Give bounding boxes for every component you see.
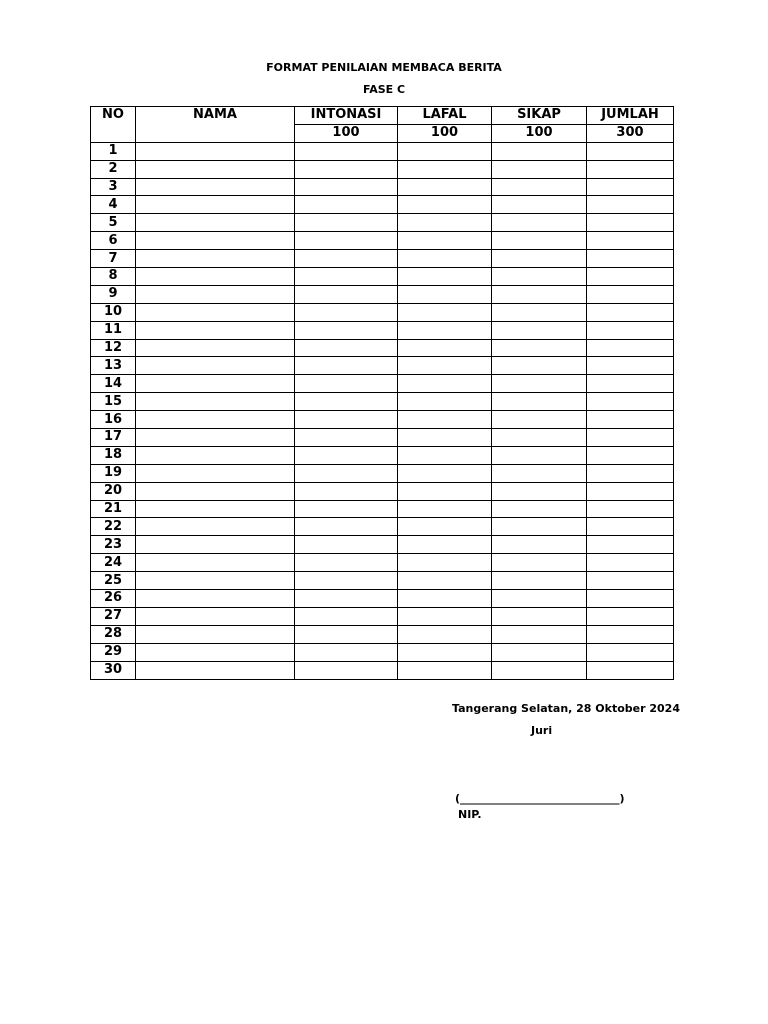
table-row [91,625,674,643]
cell-nama[interactable] [136,339,295,357]
cell-no: 15 [91,393,136,411]
cell-sikap[interactable] [492,500,587,518]
cell-lafal[interactable] [398,643,492,661]
cell-jumlah[interactable] [587,429,674,447]
cell-nama[interactable] [136,250,295,268]
cell-no: 28 [91,625,136,643]
max-score-jumlah: 300 [587,124,674,142]
table-row [91,482,674,500]
cell-nama[interactable] [136,429,295,447]
signature-line: (_____________________________) [455,792,625,805]
cell-nama[interactable] [136,572,295,590]
cell-jumlah[interactable] [587,482,674,500]
cell-lafal[interactable] [398,250,492,268]
cell-jumlah[interactable] [587,572,674,590]
cell-lafal[interactable] [398,411,492,429]
table-row [91,464,674,482]
cell-intonasi[interactable] [295,357,398,375]
signer-role: Juri [531,724,553,737]
table-row [91,285,674,303]
cell-nama[interactable] [136,196,295,214]
cell-nama[interactable] [136,142,295,160]
cell-no: 21 [91,500,136,518]
cell-lafal[interactable] [398,625,492,643]
cell-no: 14 [91,375,136,393]
cell-nama[interactable] [136,607,295,625]
cell-lafal[interactable] [398,285,492,303]
cell-no: 11 [91,321,136,339]
cell-no: 13 [91,357,136,375]
cell-sikap[interactable] [492,375,587,393]
cell-sikap[interactable] [492,321,587,339]
score-table [90,106,674,680]
cell-intonasi[interactable] [295,250,398,268]
cell-lafal[interactable] [398,607,492,625]
cell-jumlah[interactable] [587,411,674,429]
cell-sikap[interactable] [492,250,587,268]
header-intonasi: INTONASI [295,107,398,125]
table-row [91,393,674,411]
cell-sikap[interactable] [492,232,587,250]
cell-jumlah[interactable] [587,643,674,661]
cell-nama[interactable] [136,590,295,608]
cell-lafal[interactable] [398,554,492,572]
max-score-sikap: 100 [492,124,587,142]
table-row [91,339,674,357]
cell-jumlah[interactable] [587,536,674,554]
table-row [91,661,674,679]
cell-jumlah[interactable] [587,518,674,536]
cell-lafal[interactable] [398,196,492,214]
cell-intonasi[interactable] [295,196,398,214]
cell-jumlah[interactable] [587,393,674,411]
table-row [91,429,674,447]
cell-sikap[interactable] [492,590,587,608]
cell-jumlah[interactable] [587,357,674,375]
cell-no: 6 [91,232,136,250]
cell-intonasi[interactable] [295,500,398,518]
cell-jumlah[interactable] [587,142,674,160]
cell-sikap[interactable] [492,518,587,536]
cell-intonasi[interactable] [295,625,398,643]
cell-sikap[interactable] [492,643,587,661]
cell-sikap[interactable] [492,536,587,554]
cell-jumlah[interactable] [587,661,674,679]
cell-lafal[interactable] [398,536,492,554]
cell-sikap[interactable] [492,196,587,214]
cell-lafal[interactable] [398,214,492,232]
cell-lafal[interactable] [398,268,492,286]
cell-lafal[interactable] [398,393,492,411]
cell-sikap[interactable] [492,411,587,429]
header-nama: NAMA [136,107,295,143]
cell-no: 10 [91,303,136,321]
cell-intonasi[interactable] [295,446,398,464]
cell-lafal[interactable] [398,357,492,375]
cell-sikap[interactable] [492,554,587,572]
cell-jumlah[interactable] [587,339,674,357]
header-lafal: LAFAL [398,107,492,125]
cell-nama[interactable] [136,232,295,250]
header-row [91,107,674,125]
cell-sikap[interactable] [492,285,587,303]
cell-no: 7 [91,250,136,268]
cell-sikap[interactable] [492,661,587,679]
cell-intonasi[interactable] [295,429,398,447]
cell-jumlah[interactable] [587,554,674,572]
cell-nama[interactable] [136,160,295,178]
cell-sikap[interactable] [492,178,587,196]
cell-lafal[interactable] [398,375,492,393]
cell-no: 17 [91,429,136,447]
cell-lafal[interactable] [398,661,492,679]
table-row [91,160,674,178]
cell-sikap[interactable] [492,607,587,625]
cell-jumlah[interactable] [587,607,674,625]
cell-nama[interactable] [136,268,295,286]
cell-no: 22 [91,518,136,536]
cell-no: 4 [91,196,136,214]
cell-lafal[interactable] [398,232,492,250]
cell-lafal[interactable] [398,178,492,196]
cell-sikap[interactable] [492,160,587,178]
cell-nama[interactable] [136,303,295,321]
cell-nama[interactable] [136,321,295,339]
table-row [91,142,674,160]
table-row [91,518,674,536]
table-row [91,196,674,214]
table-row [91,500,674,518]
cell-sikap[interactable] [492,429,587,447]
header-sikap: SIKAP [492,107,587,125]
cell-intonasi[interactable] [295,303,398,321]
cell-nama[interactable] [136,643,295,661]
cell-no: 23 [91,536,136,554]
cell-nama[interactable] [136,357,295,375]
cell-jumlah[interactable] [587,214,674,232]
cell-intonasi[interactable] [295,643,398,661]
cell-jumlah[interactable] [587,196,674,214]
cell-sikap[interactable] [492,142,587,160]
nip-label: NIP. [458,808,482,821]
cell-lafal[interactable] [398,500,492,518]
cell-no: 5 [91,214,136,232]
table-row [91,250,674,268]
cell-jumlah[interactable] [587,446,674,464]
cell-lafal[interactable] [398,429,492,447]
cell-nama[interactable] [136,214,295,232]
cell-nama[interactable] [136,625,295,643]
cell-no: 2 [91,160,136,178]
cell-no: 26 [91,590,136,608]
cell-nama[interactable] [136,661,295,679]
cell-sikap[interactable] [492,357,587,375]
table-row [91,178,674,196]
cell-jumlah[interactable] [587,625,674,643]
max-score-lafal: 100 [398,124,492,142]
cell-sikap[interactable] [492,446,587,464]
cell-lafal[interactable] [398,464,492,482]
cell-nama[interactable] [136,536,295,554]
table-row [91,411,674,429]
cell-jumlah[interactable] [587,375,674,393]
cell-jumlah[interactable] [587,303,674,321]
cell-intonasi[interactable] [295,661,398,679]
cell-no: 24 [91,554,136,572]
cell-intonasi[interactable] [295,214,398,232]
cell-nama[interactable] [136,482,295,500]
cell-no: 29 [91,643,136,661]
cell-jumlah[interactable] [587,160,674,178]
cell-jumlah[interactable] [587,268,674,286]
table-row [91,643,674,661]
cell-nama[interactable] [136,393,295,411]
cell-intonasi[interactable] [295,178,398,196]
cell-nama[interactable] [136,285,295,303]
cell-nama[interactable] [136,446,295,464]
cell-sikap[interactable] [492,303,587,321]
cell-intonasi[interactable] [295,142,398,160]
table-row [91,554,674,572]
cell-sikap[interactable] [492,339,587,357]
cell-nama[interactable] [136,518,295,536]
cell-no: 19 [91,464,136,482]
cell-intonasi[interactable] [295,607,398,625]
cell-lafal[interactable] [398,482,492,500]
table-row [91,375,674,393]
cell-no: 3 [91,178,136,196]
cell-sikap[interactable] [492,268,587,286]
cell-intonasi[interactable] [295,590,398,608]
cell-lafal[interactable] [398,590,492,608]
cell-nama[interactable] [136,375,295,393]
cell-jumlah[interactable] [587,285,674,303]
cell-intonasi[interactable] [295,375,398,393]
cell-jumlah[interactable] [587,464,674,482]
cell-nama[interactable] [136,554,295,572]
cell-intonasi[interactable] [295,518,398,536]
cell-intonasi[interactable] [295,339,398,357]
cell-sikap[interactable] [492,625,587,643]
cell-no: 27 [91,607,136,625]
cell-intonasi[interactable] [295,464,398,482]
cell-no: 20 [91,482,136,500]
table-row [91,268,674,286]
table-row [91,214,674,232]
table-row [91,607,674,625]
cell-intonasi[interactable] [295,536,398,554]
max-score-intonasi: 100 [295,124,398,142]
table-row [91,357,674,375]
cell-lafal[interactable] [398,339,492,357]
cell-intonasi[interactable] [295,268,398,286]
cell-sikap[interactable] [492,482,587,500]
cell-nama[interactable] [136,500,295,518]
cell-intonasi[interactable] [295,232,398,250]
document-subtitle: FASE C [362,83,406,96]
cell-intonasi[interactable] [295,321,398,339]
cell-no: 12 [91,339,136,357]
cell-intonasi[interactable] [295,411,398,429]
cell-nama[interactable] [136,411,295,429]
cell-intonasi[interactable] [295,285,398,303]
cell-intonasi[interactable] [295,482,398,500]
table-row [91,590,674,608]
header-jumlah: JUMLAH [587,107,674,125]
cell-no: 16 [91,411,136,429]
cell-jumlah[interactable] [587,500,674,518]
cell-no: 9 [91,285,136,303]
cell-intonasi[interactable] [295,572,398,590]
cell-lafal[interactable] [398,518,492,536]
cell-lafal[interactable] [398,160,492,178]
cell-lafal[interactable] [398,321,492,339]
cell-intonasi[interactable] [295,554,398,572]
cell-nama[interactable] [136,464,295,482]
cell-lafal[interactable] [398,303,492,321]
cell-sikap[interactable] [492,393,587,411]
cell-sikap[interactable] [492,572,587,590]
table-row [91,303,674,321]
cell-no: 30 [91,661,136,679]
cell-no: 8 [91,268,136,286]
cell-jumlah[interactable] [587,232,674,250]
header-no: NO [91,107,136,143]
cell-lafal[interactable] [398,142,492,160]
cell-intonasi[interactable] [295,160,398,178]
cell-jumlah[interactable] [587,250,674,268]
table-row [91,572,674,590]
cell-no: 1 [91,142,136,160]
cell-sikap[interactable] [492,464,587,482]
cell-no: 18 [91,446,136,464]
table-row [91,536,674,554]
cell-jumlah[interactable] [587,590,674,608]
cell-lafal[interactable] [398,446,492,464]
cell-no: 25 [91,572,136,590]
table-row [91,446,674,464]
place-date: Tangerang Selatan, 28 Oktober 2024 [452,702,680,715]
cell-jumlah[interactable] [587,321,674,339]
table-row [91,321,674,339]
table-row [91,232,674,250]
document-title: FORMAT PENILAIAN MEMBACA BERITA [266,61,502,74]
cell-intonasi[interactable] [295,393,398,411]
cell-lafal[interactable] [398,572,492,590]
cell-sikap[interactable] [492,214,587,232]
cell-nama[interactable] [136,178,295,196]
cell-jumlah[interactable] [587,178,674,196]
